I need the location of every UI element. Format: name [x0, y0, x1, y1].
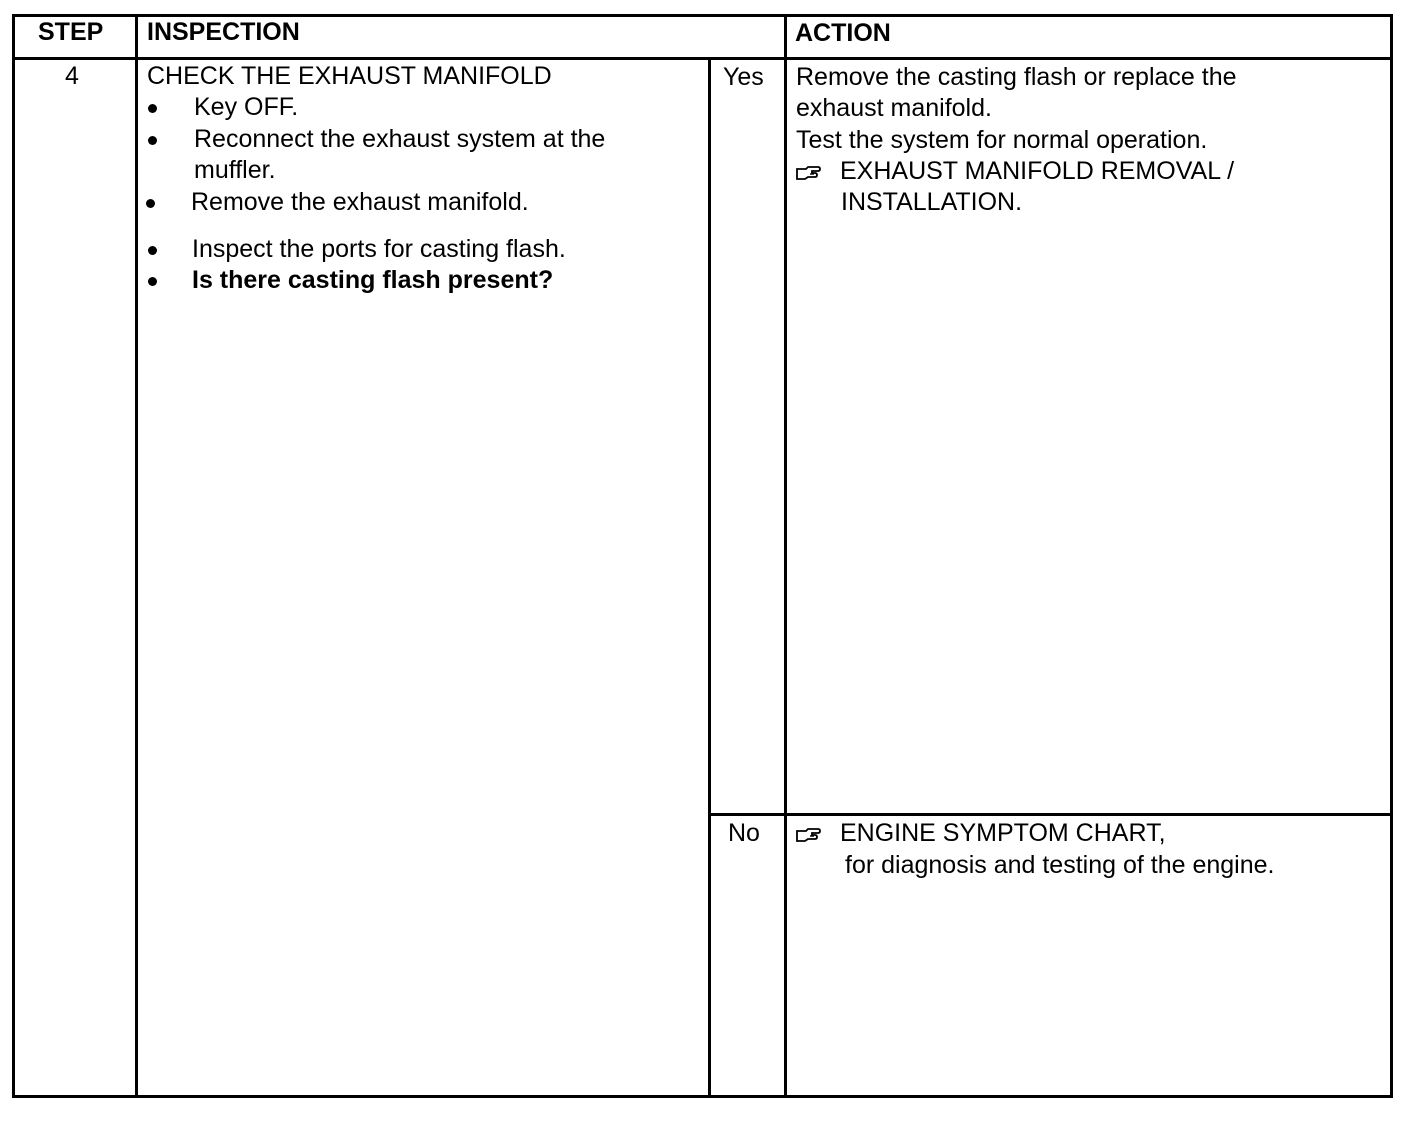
no-reference-line2: for diagnosis and testing of the engine. — [845, 851, 1275, 879]
bullet-key-off: Key OFF. — [194, 93, 299, 121]
yes-action-line2: exhaust manifold. — [796, 94, 992, 122]
bullet-remove-manifold: Remove the exhaust manifold. — [191, 188, 529, 216]
bullet-icon — [146, 199, 155, 208]
header-action: ACTION — [795, 19, 891, 47]
bullet-icon — [148, 277, 157, 286]
bullet-question: Is there casting flash present? — [192, 266, 554, 294]
bullet-icon — [148, 136, 157, 145]
pointing-hand-icon — [796, 825, 822, 843]
inspection-title: CHECK THE EXHAUST MANIFOLD — [147, 62, 552, 90]
yes-action-line3: Test the system for normal operation. — [796, 126, 1208, 154]
bullet-reconnect-cont: muffler. — [194, 156, 276, 184]
bullet-reconnect: Reconnect the exhaust system at the — [194, 125, 606, 153]
header-step: STEP — [38, 18, 104, 46]
table-border-left — [12, 14, 15, 1098]
yes-reference-line2: INSTALLATION. — [841, 188, 1023, 216]
header-divider — [12, 57, 1393, 60]
header-inspection: INSPECTION — [147, 18, 300, 46]
yes-no-row-divider — [709, 813, 1393, 816]
diagnostic-table — [12, 14, 1393, 1098]
yes-reference-line1: EXHAUST MANIFOLD REMOVAL / — [840, 157, 1235, 185]
step-column-divider — [135, 14, 138, 1098]
no-reference-line1: ENGINE SYMPTOM CHART, — [840, 819, 1166, 847]
bullet-icon — [148, 104, 157, 113]
table-border-bottom — [12, 1095, 1393, 1098]
yes-label: Yes — [723, 63, 764, 91]
no-label: No — [728, 819, 760, 847]
bullet-inspect-ports: Inspect the ports for casting flash. — [192, 235, 566, 263]
pointing-hand-icon — [796, 163, 822, 181]
yes-action-line1: Remove the casting flash or replace the — [796, 63, 1237, 91]
bullet-icon — [148, 246, 157, 255]
step-number: 4 — [65, 62, 79, 90]
yesno-column-divider — [708, 58, 711, 1098]
action-column-divider — [784, 14, 787, 1098]
table-border-right — [1390, 14, 1393, 1098]
